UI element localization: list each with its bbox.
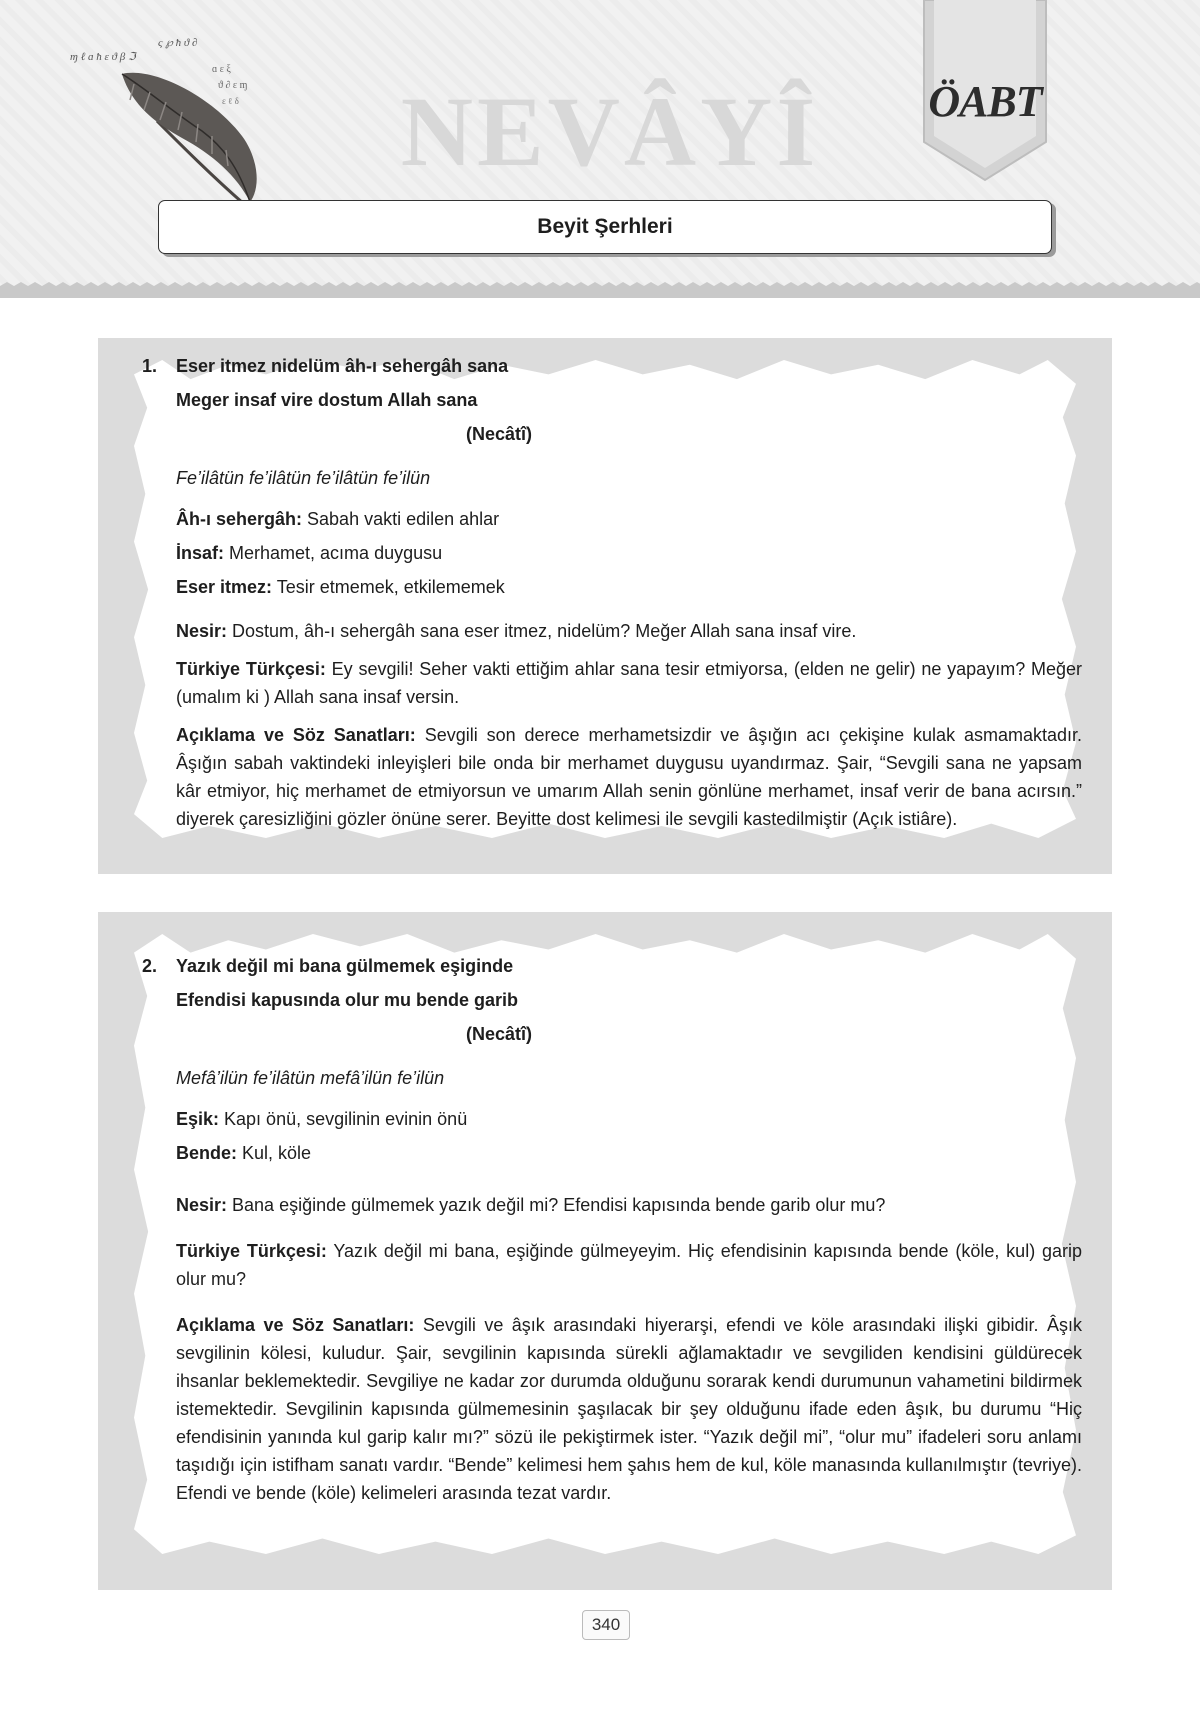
modern-turkish-label: Türkiye Türkçesi: [176, 659, 326, 679]
prose-text: Dostum, âh-ı sehergâh sana eser itmez, nidelüm? Meğer Allah sana insaf vire. [227, 621, 857, 641]
svg-text:ɑ ε ξ: ɑ ε ξ [212, 64, 231, 75]
definition-item [176, 573, 1082, 607]
modern-turkish-text: Ey sevgili! Seher vakti ettiğim ahlar sana tesir etmiyorsa, (elden ne gelir) ne yapayım? Meğer (umalım ki ) Allah sana insaf versin. [176, 659, 1083, 707]
brand-watermark: NEVÂYÎ [400, 76, 820, 187]
feather-quill-icon [62, 26, 292, 206]
explanation-text: Sevgili ve âşık arasındaki hiyerarşi, efendi ve köle arasındaki ilişki gibidir. Âşık sevgilinin kölesi, kuludur. Şair, sevgilinin kapısında sürekli ağlamaktadır ve sevgiliden kendisini güldürecek ihsanlar beklemektedir. Sevgiliye ne kadar zor durumda olduğunu sorarak kendi durumunun vahametini bildirmek istemektedir. Sevgilinin kapısında gülmemesinin şaşılacak bir şey olduğunu ifade eden âşık, bu durumu “Hiç efendisinin yanında kul garip kalır mı?” sözü ile pekiştirmek ister. “Yazık değil mi”, “olur mu” ifadeleri soru anlamı taşıdığı için istifham sanatı vardır. “Bende” kelimesi hem şahıs hem de kul, köle manasında kullanılmıştır (tevriye). Efendi ve bende (köle) kelimeleri arasında tezat vardır. [176, 1315, 1082, 1503]
question-number: 1. [142, 356, 158, 376]
verse-line: Yazık değil mi bana gülmemek eşiginde [176, 956, 514, 976]
definition-item [176, 1139, 1082, 1173]
verse-line: Meger insaf vire dostum Allah sana [176, 390, 478, 410]
commentary-content [142, 952, 1082, 1507]
definition-item [176, 539, 1082, 573]
poet-name: (Necâtî) [466, 1024, 533, 1044]
couplet [176, 352, 532, 454]
definition-term: Eser itmez: [176, 577, 273, 597]
commentary-card-2 [98, 912, 1112, 1590]
definition-item [176, 505, 1082, 539]
definition-text: Kapı önü, sevgilinin evinin önü [219, 1109, 468, 1129]
definition-term: İnsaf: [176, 543, 225, 563]
definition-text: Tesir etmemek, etkilememek [272, 577, 505, 597]
explanation-text: Sevgili son derece merhametsizdir ve âşığın acı çekişine kulak asmamaktadır. Âşığın sabah vaktindeki inleyişleri bile onda bir merhamet duygusu uyandırmaz. Şair, “Sevgili sana ne yapsam kâr etmiyor, hiç merhamet de etmiyorsun ve umarım Allah senin gönlüne merhamet, insaf verir de bana acırsın.” diyerek çaresizliğini gözler önüne serer. Beyitte dost kelimesi ile sevgili kastedilmiştir (Açık istiâre). [176, 725, 1083, 829]
explanation [176, 721, 1082, 833]
explanation-label: Açıklama ve Söz Sanatları: [176, 725, 416, 745]
svg-text:ς ℘ ħ ϑ ∂: ς ℘ ħ ϑ ∂ [158, 37, 198, 49]
svg-text:ϑ ∂ ε ɱ: ϑ ∂ ε ɱ [218, 80, 248, 91]
definition-term: Eşik: [176, 1109, 220, 1129]
prose-label: Nesir: [176, 1195, 228, 1215]
modern-turkish-label: Türkiye Türkçesi: [176, 1241, 327, 1261]
commentary-card-1 [98, 338, 1112, 874]
page-number: 340 [582, 1610, 630, 1640]
definition-term: Âh-ı sehergâh: [176, 509, 303, 529]
definition-text: Kul, köle [237, 1143, 312, 1163]
question-number: 2. [142, 956, 158, 976]
definition-text: Merhamet, acıma duygusu [224, 543, 443, 563]
couplet [176, 952, 532, 1054]
zigzag-divider [0, 282, 1200, 306]
explanation-label: Açıklama ve Söz Sanatları: [176, 1315, 415, 1335]
modern-turkish [176, 655, 1082, 711]
modern-turkish [176, 1237, 1082, 1293]
meter-pattern: Fe’ilâtün fe’ilâtün fe’ilâtün fe’ilün [176, 468, 431, 488]
commentary-content [142, 352, 1082, 833]
definition-term: Bende: [176, 1143, 238, 1163]
definition-item [176, 1105, 1082, 1139]
explanation [176, 1311, 1082, 1507]
svg-text:ɱ ℓ ɑ ħ ε ϑ β ℑ: ɱ ℓ ɑ ħ ε ϑ β ℑ [70, 51, 136, 63]
badge-label: ÖABT [928, 77, 1042, 126]
prose-label: Nesir: [176, 621, 228, 641]
prose-paraphrase [176, 1191, 1082, 1219]
verse-line: Efendisi kapusında olur mu bende garib [176, 990, 519, 1010]
meter-pattern: Mefâ’ilün fe’ilâtün mefâ’ilün fe’ilün [176, 1068, 445, 1088]
definition-text: Sabah vakti edilen ahlar [302, 509, 500, 529]
svg-text:ε ℓ δ: ε ℓ δ [222, 96, 239, 106]
section-title: Beyit Şerhleri [158, 200, 1052, 254]
prose-paraphrase [176, 617, 1082, 645]
page-header [0, 0, 1200, 302]
verse-line: Eser itmez nidelüm âh-ı sehergâh sana [176, 356, 509, 376]
poet-name: (Necâtî) [466, 424, 533, 444]
prose-text: Bana eşiğinde gülmemek yazık değil mi? Efendisi kapısında bende garib olur mu? [227, 1195, 886, 1215]
modern-turkish-text: Yazık değil mi bana, eşiğinde gülmeyeyim. Hiç efendisinin kapısında bende (köle, kul) garip olur mu? [176, 1241, 1083, 1289]
